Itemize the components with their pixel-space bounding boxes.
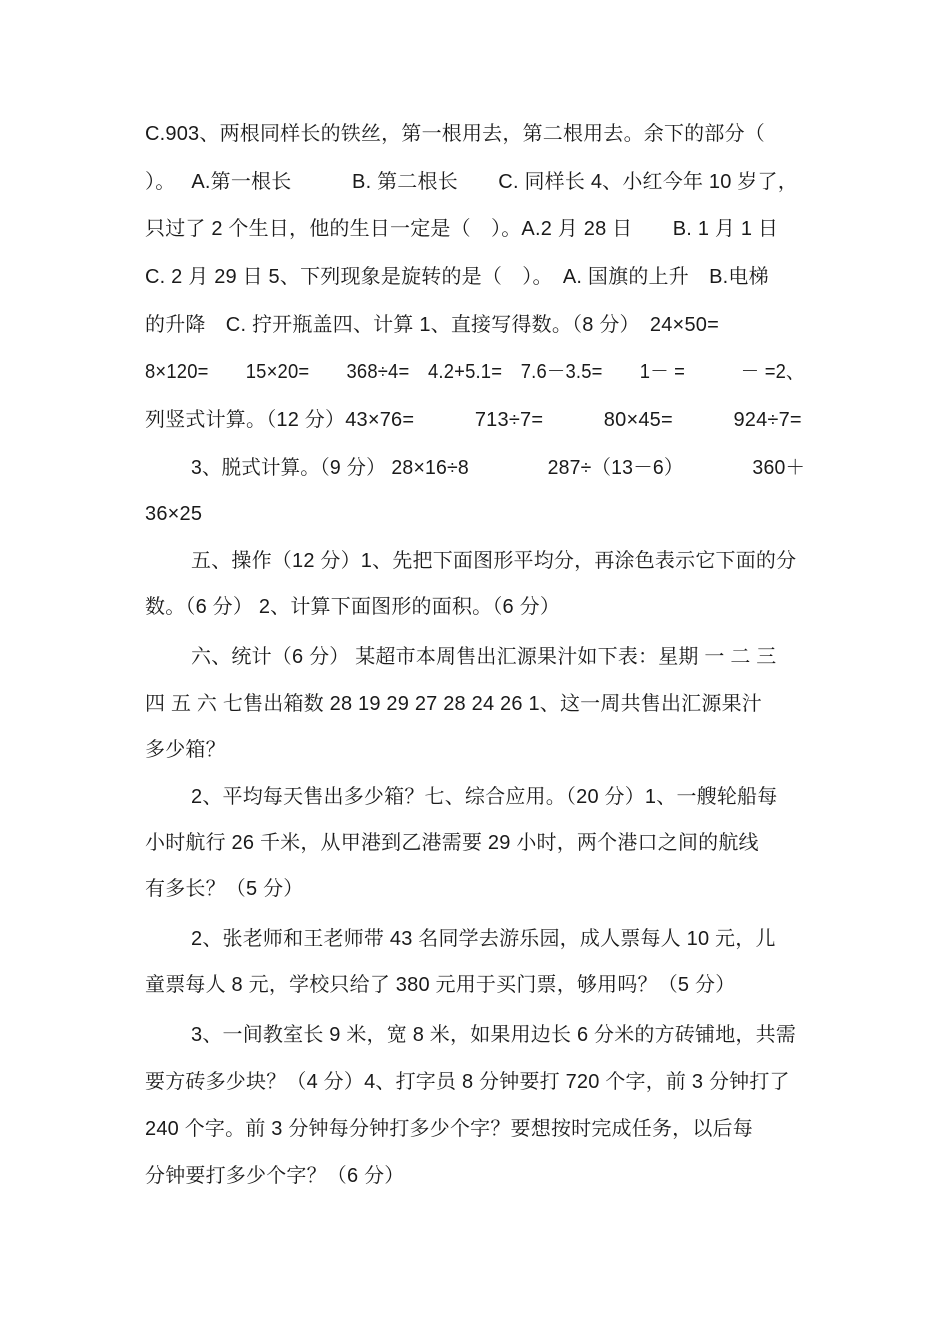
text-line: 的升降 C. 拧开瓶盖四、计算 1、直接写得数。（8 分） 24×50= [145,314,719,336]
text-line: 数。（6 分） 2、计算下面图形的面积。（6 分） [145,596,561,618]
text-line: 只过了 2 个生日，他的生日一定是（ ）。A.2 月 28 日 B. 1 月 1 日 [145,218,779,240]
text-line: 3、一间教室长 9 米，宽 8 米，如果用边长 6 分米的方砖铺地，共需 [191,1024,797,1046]
text-line: 8×120= 15×20= 368÷4= 4.2+5.1= 7.6－3.5= 1－ = － =2、 [145,361,805,383]
text-line: ）。 A.第一根长 B. 第二根长 C. 同样长 4、小红今年 10 岁了， [145,171,798,193]
text-line: 四 五 六 七售出箱数 28 19 29 27 28 24 26 1、这一周共售出汇源果汁 [145,693,762,715]
text-line: 童票每人 8 元，学校只给了 380 元用于买门票，够用吗？（5 分） [145,974,736,996]
text-line: 多少箱？ [145,739,226,761]
text-line: 六、统计（6 分） 某超市本周售出汇源果汁如下表：星期 一 二 三 [191,646,777,668]
text-line: 3、脱式计算。（9 分） 28×16÷8 287÷（13－6） 360＋ [191,457,806,479]
text-line: 分钟要打多少个字？（6 分） [145,1165,405,1187]
text-line: 2、张老师和王老师带 43 名同学去游乐园，成人票每人 10 元，儿 [191,928,776,950]
text-line: C.903、两根同样长的铁丝，第一根用去，第二根用去。余下的部分（ [145,123,765,145]
text-line: 小时航行 26 千米，从甲港到乙港需要 29 小时，两个港口之间的航线 [145,832,759,854]
text-line: 有多长？（5 分） [145,878,304,900]
text-line: 五、操作（12 分）1、先把下面图形平均分，再涂色表示它下面的分 [191,550,797,572]
text-line: 240 个字。前 3 分钟每分钟打多少个字？要想按时完成任务，以后每 [145,1118,753,1140]
text-line: 要方砖多少块？（4 分）4、打字员 8 分钟要打 720 个字，前 3 分钟打了 [145,1071,790,1093]
text-line: C. 2 月 29 日 5、下列现象是旋转的是（ ）。 A. 国旗的上升 B.电梯 [145,266,769,288]
text-line: 36×25 [145,503,203,525]
text-line: 2、平均每天售出多少箱？七、综合应用。（20 分）1、一艘轮船每 [191,786,778,808]
text-line: 列竖式计算。（12 分）43×76= 713÷7= 80×45= 924÷7= [145,409,802,431]
